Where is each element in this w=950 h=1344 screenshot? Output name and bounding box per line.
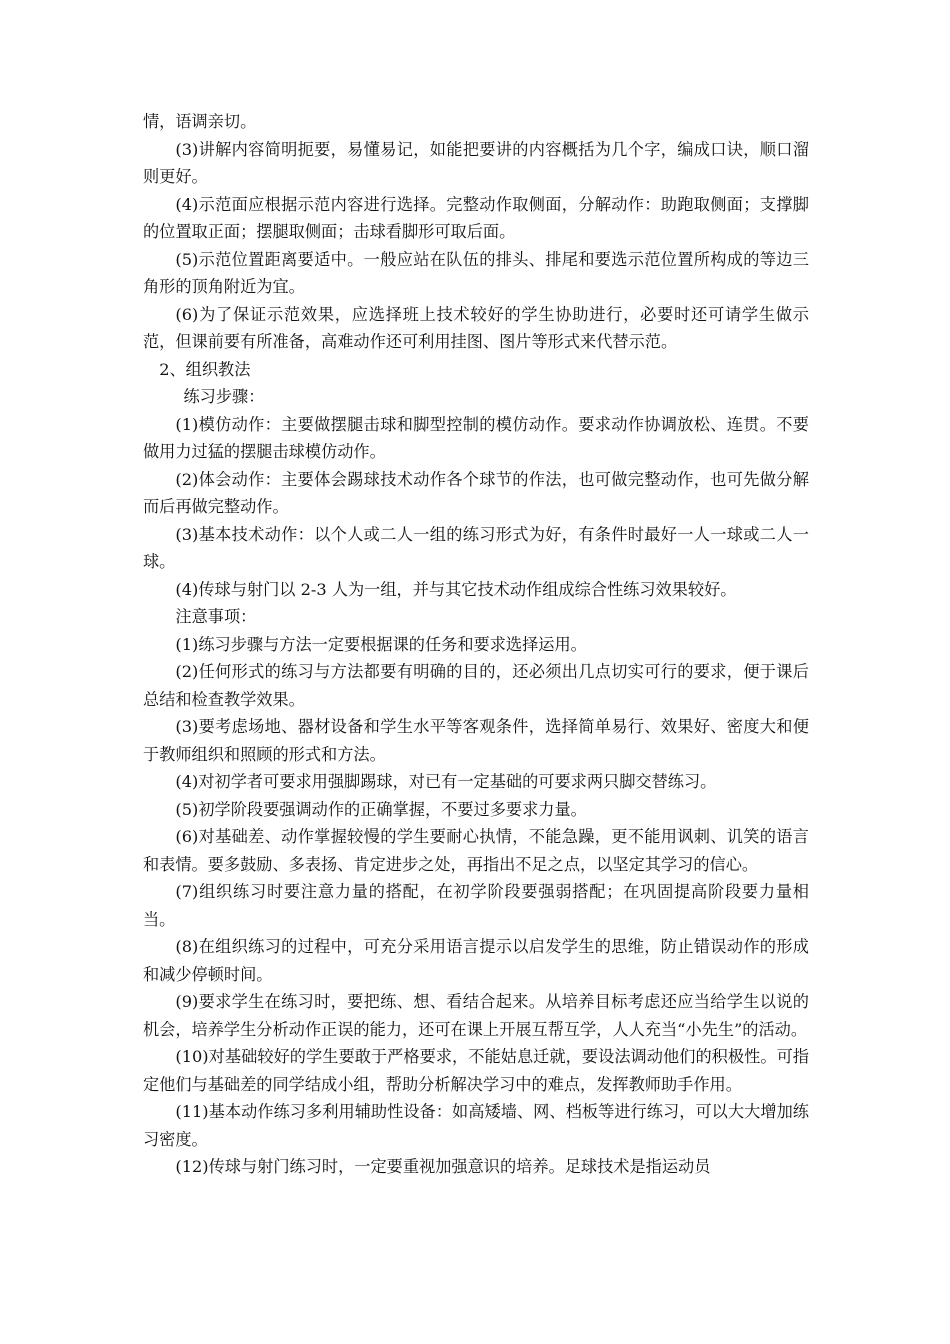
paragraph: (2)任何形式的练习与方法都要有明确的目的，还必须出几点切实可行的要求，便于课后总结和检查教学效果。: [143, 662, 809, 709]
paragraph: (3)要考虑场地、器材设备和学生水平等客观条件，选择简单易行、效果好、密度大和便于教师组织和照顾的形式和方法。: [143, 717, 809, 764]
paragraph: (6)对基础差、动作掌握较慢的学生要耐心执情，不能急躁，更不能用讽刺、讥笑的语言和表情。要多鼓励、多表扬、肯定进步之处，再指出不足之点，以坚定其学习的信心。: [143, 827, 809, 874]
paragraph: (5)示范位置距离要适中。一般应站在队伍的排头、排尾和要选示范位置所构成的等边三角形的顶角附近为宜。: [143, 249, 809, 296]
subsection-heading: 练习步骤：: [183, 387, 265, 406]
document-page: [143, 108, 809, 1181]
paragraph: (1)练习步骤与方法一定要根据课的任务和要求选择运用。: [175, 634, 587, 654]
paragraph: (7)组织练习时要注意力量的搭配，在初学阶段要强弱搭配；在巩固提高阶段要力量相当。: [143, 882, 809, 929]
paragraph: (4)示范面应根据示范内容进行选择。完整动作取侧面，分解动作：助跑取侧面；支撑脚的位置取正面；摆腿取侧面；击球看脚形可取后面。: [143, 194, 809, 241]
paragraph: (3)讲解内容简明扼要，易懂易记，如能把要讲的内容概括为几个字，编成口诀，顺口溜则更好。: [143, 139, 809, 186]
paragraph: (6)为了保证示范效果，应选择班上技术较好的学生协助进行，必要时还可请学生做示范，但课前要有所准备，高难动作还可利用挂图、图片等形式来代替示范。: [143, 304, 809, 351]
paragraph: (4)传球与射门以 2-3 人为一组，并与其它技术动作组成综合性练习效果较好。: [175, 579, 737, 599]
paragraph: (4)对初学者可要求用强脚踢球，对已有一定基础的可要求两只脚交替练习。: [175, 772, 717, 791]
paragraph: (3)基本技术动作：以个人或二人一组的练习形式为好，有条件时最好一人一球或二人一球。: [143, 524, 809, 571]
section-heading: 2、组织教法: [159, 359, 251, 379]
paragraph: (11)基本动作练习多利用辅助性设备：如高矮墙、网、档板等进行练习，可以大大增加练习密度。: [143, 1102, 809, 1149]
paragraph: (9)要求学生在练习时，要把练、想、看结合起来。从培养目标考虑还应当给学生以说的机会，培养学生分析动作正误的能力，还可在课上开展互帮互学，人人充当“小先生”的活动。: [143, 992, 809, 1039]
subsection-heading: 注意事项：: [175, 607, 257, 626]
paragraph: (1)模仿动作：主要做摆腿击球和脚型控制的模仿动作。要求动作协调放松、连贯。不要做用力过猛的摆腿击球模仿动作。: [143, 414, 809, 461]
paragraph: (10)对基础较好的学生要敢于严格要求，不能姑息迁就，要设法调动他们的积极性。可指定他们与基础差的同学结成小组，帮助分析解决学习中的难点，发挥教师助手作用。: [143, 1047, 809, 1094]
paragraph: 情，语调亲切。: [143, 112, 257, 131]
paragraph: (12)传球与射门练习时，一定要重视加强意识的培养。足球技术是指运动员: [175, 1157, 711, 1176]
paragraph: (5)初学阶段要强调动作的正确掌握，不要过多要求力量。: [175, 799, 587, 819]
paragraph: (8)在组织练习的过程中，可充分采用语言提示以启发学生的思维，防止错误动作的形成和减少停顿时间。: [143, 937, 809, 984]
paragraph: (2)体会动作：主要体会踢球技术动作各个球节的作法，也可做完整动作，也可先做分解而后再做完整动作。: [143, 469, 809, 516]
